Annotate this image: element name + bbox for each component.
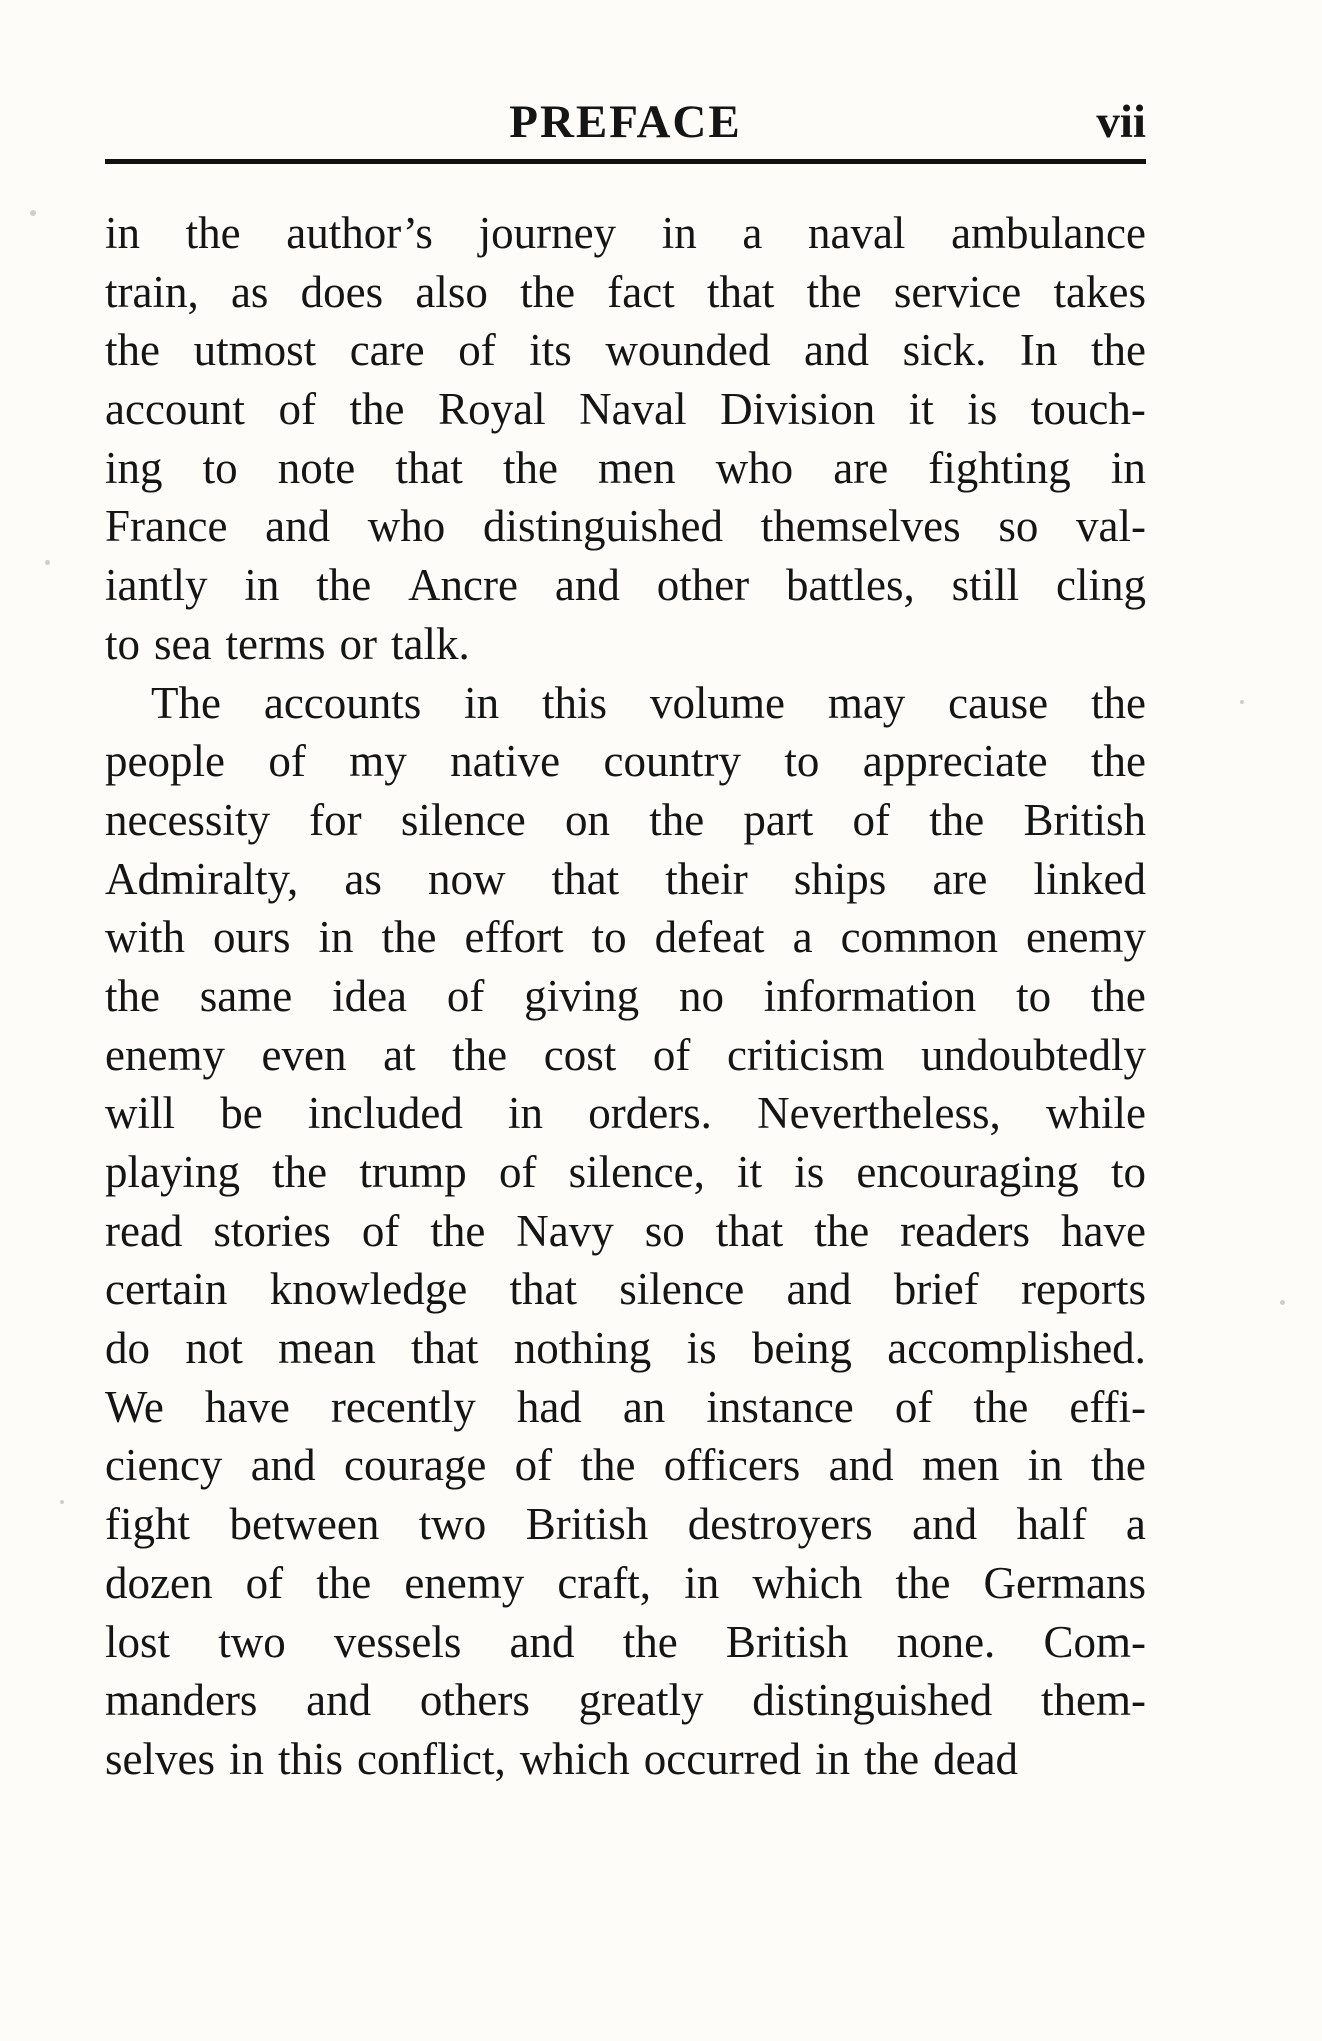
text-line: Admiralty, as now that their ships are linked — [105, 853, 1146, 904]
text-line: manders and others greatly distinguished them- — [105, 1675, 1146, 1726]
text-line: people of my native country to appreciate the — [105, 736, 1146, 787]
text-line: France and who distinguished themselves so val- — [105, 501, 1146, 552]
text-line: necessity for silence on the part of the British — [105, 794, 1146, 845]
text-line: certain knowledge that silence and brief reports — [105, 1264, 1146, 1315]
text-line: will be included in orders. Nevertheless, while — [105, 1088, 1146, 1139]
paper-speck — [1280, 1300, 1285, 1305]
text-line: ciency and courage of the officers and men in the — [105, 1440, 1146, 1491]
text-line: fight between two British destroyers and half a — [105, 1499, 1146, 1550]
paper-speck — [1240, 700, 1244, 704]
text-line: dozen of the enemy craft, in which the Germans — [105, 1557, 1146, 1608]
text-line: read stories of the Navy so that the readers have — [105, 1205, 1146, 1256]
paper-speck — [60, 1500, 64, 1504]
text-line: do not mean that nothing is being accomplished. — [105, 1323, 1146, 1374]
text-line: in the author’s journey in a naval ambulance — [105, 208, 1146, 258]
text-line: enemy even at the cost of criticism undoubtedly — [105, 1029, 1146, 1080]
text-line: selves in this conflict, which occurred in the dead — [105, 1733, 1019, 1784]
text-line: ing to note that the men who are fighting in — [105, 442, 1146, 493]
page-number: vii — [1096, 96, 1146, 148]
text-line: the utmost care of its wounded and sick. In the — [105, 325, 1146, 376]
paper-speck — [30, 210, 36, 216]
chapter-title: PREFACE — [509, 96, 742, 148]
text-line: with ours in the effort to defeat a common enemy — [105, 912, 1146, 963]
text-line: iantly in the Ancre and other battles, still cling — [105, 560, 1146, 611]
text-line: The accounts in this volume may cause the — [151, 677, 1146, 728]
paper-speck — [45, 560, 50, 565]
text-line: train, as does also the fact that the service takes — [105, 266, 1146, 317]
text-line: lost two vessels and the British none. Com- — [105, 1616, 1146, 1667]
text-line: playing the trump of silence, it is encouraging to — [105, 1147, 1146, 1197]
text-line: We have recently had an instance of the effi- — [105, 1381, 1146, 1432]
header-rule — [105, 159, 1146, 164]
text-line: the same idea of giving no information to the — [105, 970, 1146, 1021]
running-head — [105, 92, 1146, 152]
body-text — [105, 204, 1146, 1789]
text-line: account of the Royal Naval Division it is touch- — [105, 384, 1146, 435]
text-line: to sea terms or talk. — [105, 618, 470, 669]
